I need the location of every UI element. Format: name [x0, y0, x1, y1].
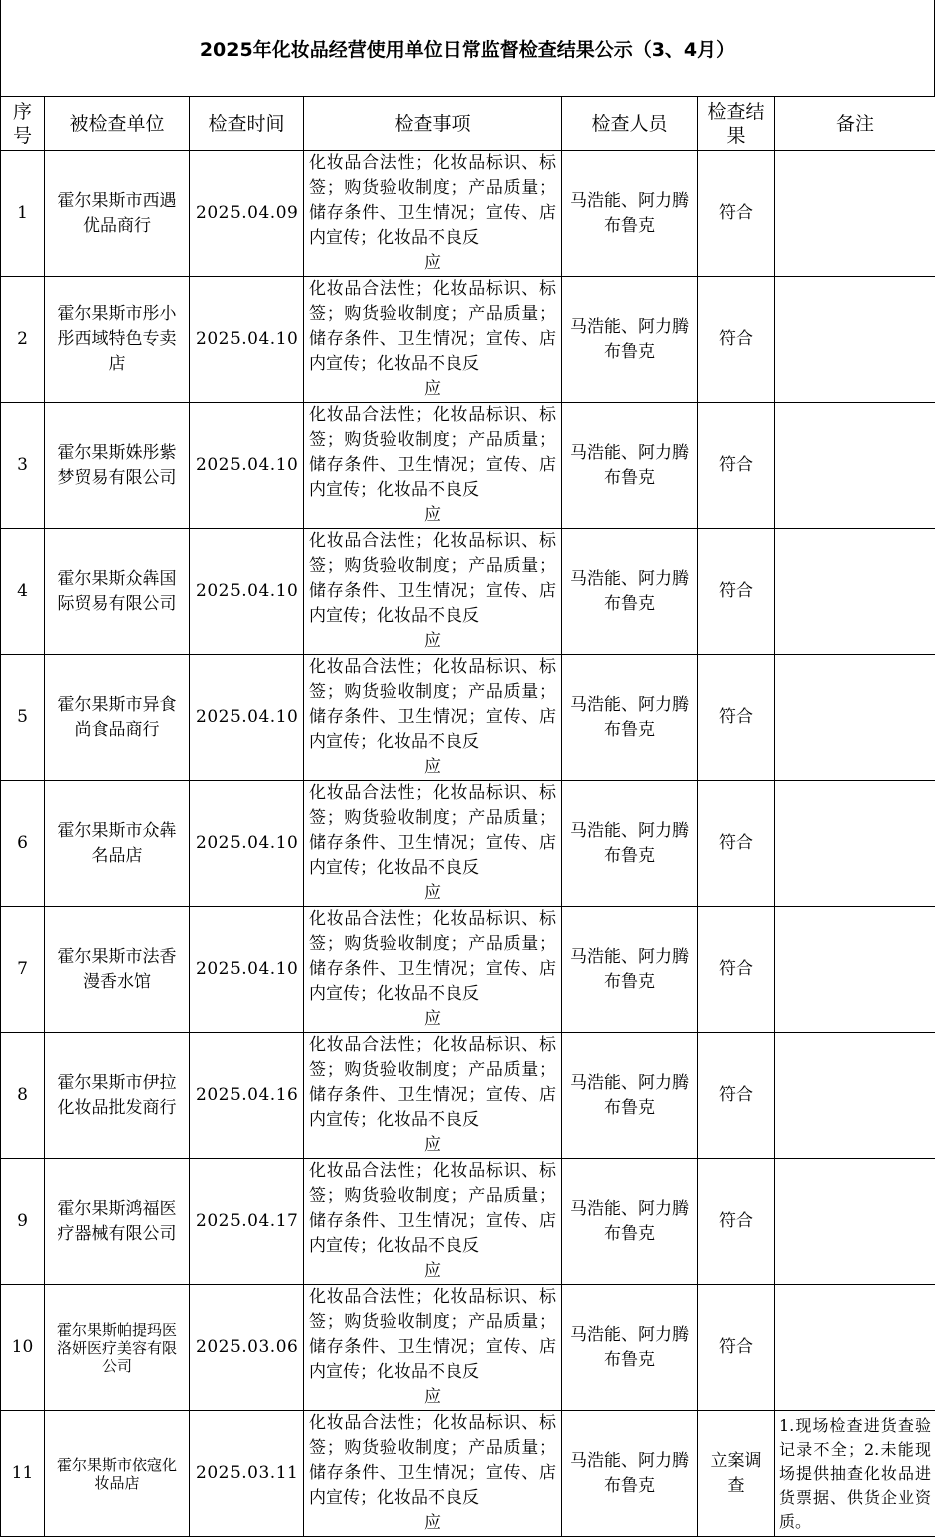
items-text: 化妆品合法性；化妆品标识、标签；购货验收制度；产品质量；储存条件、卫生情况；宣传、店内宣传；化妆品不良反	[309, 783, 556, 878]
row-inspectors: 马浩能、阿力腾布鲁克	[562, 403, 698, 529]
row-unit: 霍尔果斯鸿福医疗器械有限公司	[45, 1159, 190, 1285]
header-result: 检查结果	[698, 97, 775, 151]
row-items	[304, 151, 562, 277]
row-note	[775, 907, 935, 1033]
items-text: 化妆品合法性；化妆品标识、标签；购货验收制度；产品质量；储存条件、卫生情况；宣传、店内宣传；化妆品不良反	[309, 531, 556, 626]
row-note	[775, 781, 935, 907]
page-title: 2025年化妆品经营使用单位日常监督检查结果公示（3、4月）	[0, 0, 935, 96]
header-date: 检查时间	[190, 97, 304, 151]
row-items	[304, 781, 562, 907]
row-no: 7	[1, 907, 45, 1033]
items-text: 化妆品合法性；化妆品标识、标签；购货验收制度；产品质量；储存条件、卫生情况；宣传、店内宣传；化妆品不良反	[309, 279, 556, 374]
row-date: 2025.04.10	[190, 529, 304, 655]
row-inspectors: 马浩能、阿力腾布鲁克	[562, 529, 698, 655]
row-note	[775, 655, 935, 781]
row-result: 立案调查	[698, 1411, 775, 1537]
row-result: 符合	[698, 1033, 775, 1159]
items-text: 化妆品合法性；化妆品标识、标签；购货验收制度；产品质量；储存条件、卫生情况；宣传、店内宣传；化妆品不良反	[309, 405, 556, 500]
row-inspectors: 马浩能、阿力腾布鲁克	[562, 781, 698, 907]
row-inspectors: 马浩能、阿力腾布鲁克	[562, 1285, 698, 1411]
row-date: 2025.03.06	[190, 1285, 304, 1411]
row-date: 2025.04.10	[190, 907, 304, 1033]
table-row	[1, 403, 935, 529]
header-note: 备注	[775, 97, 935, 151]
row-date: 2025.04.10	[190, 655, 304, 781]
items-text-last: 应	[309, 1511, 556, 1536]
row-no: 1	[1, 151, 45, 277]
row-unit: 霍尔果斯市伊拉化妆品批发商行	[45, 1033, 190, 1159]
row-no: 10	[1, 1285, 45, 1411]
row-date: 2025.04.10	[190, 403, 304, 529]
row-date: 2025.04.17	[190, 1159, 304, 1285]
row-unit: 霍尔果斯市彤小彤西域特色专卖店	[45, 277, 190, 403]
row-items	[304, 1159, 562, 1285]
row-no: 9	[1, 1159, 45, 1285]
row-result: 符合	[698, 151, 775, 277]
items-text-last: 应	[309, 1007, 556, 1032]
items-text-last: 应	[309, 629, 556, 654]
row-items	[304, 529, 562, 655]
row-note	[775, 277, 935, 403]
row-note	[775, 1033, 935, 1159]
row-inspectors: 马浩能、阿力腾布鲁克	[562, 151, 698, 277]
table-row	[1, 655, 935, 781]
row-no: 4	[1, 529, 45, 655]
row-unit: 霍尔果斯市异食尚食品商行	[45, 655, 190, 781]
inspection-table	[0, 96, 935, 1537]
table-row	[1, 1285, 935, 1411]
row-result: 符合	[698, 1159, 775, 1285]
table-row	[1, 1033, 935, 1159]
row-date: 2025.04.09	[190, 151, 304, 277]
items-text: 化妆品合法性；化妆品标识、标签；购货验收制度；产品质量；储存条件、卫生情况；宣传、店内宣传；化妆品不良反	[309, 657, 556, 752]
header-inspectors: 检查人员	[562, 97, 698, 151]
table-row	[1, 1159, 935, 1285]
table-row	[1, 529, 935, 655]
row-note	[775, 1159, 935, 1285]
row-note	[775, 403, 935, 529]
header-row	[1, 97, 935, 151]
row-items	[304, 403, 562, 529]
header-no: 序号	[1, 97, 45, 151]
table-row	[1, 781, 935, 907]
items-text-last: 应	[309, 251, 556, 276]
row-no: 6	[1, 781, 45, 907]
header-items: 检查事项	[304, 97, 562, 151]
row-unit: 霍尔果斯众犇国际贸易有限公司	[45, 529, 190, 655]
row-inspectors: 马浩能、阿力腾布鲁克	[562, 1033, 698, 1159]
items-text-last: 应	[309, 1133, 556, 1158]
row-date: 2025.04.10	[190, 277, 304, 403]
row-note: 1.现场检查进货查验记录不全；2.未能现场提供抽查化妆品进货票据、供货企业资质。	[775, 1411, 935, 1537]
items-text-last: 应	[309, 503, 556, 528]
row-items	[304, 1285, 562, 1411]
row-inspectors: 马浩能、阿力腾布鲁克	[562, 1159, 698, 1285]
row-unit: 霍尔果斯市依寇化妆品店	[45, 1411, 190, 1537]
items-text-last: 应	[309, 1259, 556, 1284]
items-text-last: 应	[309, 377, 556, 402]
row-inspectors: 马浩能、阿力腾布鲁克	[562, 1411, 698, 1537]
row-items	[304, 1033, 562, 1159]
row-items	[304, 1411, 562, 1537]
row-result: 符合	[698, 1285, 775, 1411]
row-no: 3	[1, 403, 45, 529]
row-no: 11	[1, 1411, 45, 1537]
row-unit: 霍尔果斯市法香漫香水馆	[45, 907, 190, 1033]
row-result: 符合	[698, 403, 775, 529]
table-row	[1, 1411, 935, 1537]
items-text-last: 应	[309, 881, 556, 906]
row-unit: 霍尔果斯帕提玛医洛妍医疗美容有限公司	[45, 1285, 190, 1411]
row-inspectors: 马浩能、阿力腾布鲁克	[562, 907, 698, 1033]
header-unit: 被检查单位	[45, 97, 190, 151]
items-text: 化妆品合法性；化妆品标识、标签；购货验收制度；产品质量；储存条件、卫生情况；宣传、店内宣传；化妆品不良反	[309, 1035, 556, 1130]
row-result: 符合	[698, 907, 775, 1033]
row-no: 2	[1, 277, 45, 403]
row-result: 符合	[698, 655, 775, 781]
row-date: 2025.03.11	[190, 1411, 304, 1537]
row-items	[304, 655, 562, 781]
row-items	[304, 907, 562, 1033]
row-note	[775, 529, 935, 655]
row-result: 符合	[698, 529, 775, 655]
row-no: 5	[1, 655, 45, 781]
row-result: 符合	[698, 277, 775, 403]
row-date: 2025.04.16	[190, 1033, 304, 1159]
items-text-last: 应	[309, 1385, 556, 1410]
table-row	[1, 277, 935, 403]
items-text: 化妆品合法性；化妆品标识、标签；购货验收制度；产品质量；储存条件、卫生情况；宣传、店内宣传；化妆品不良反	[309, 909, 556, 1004]
items-text: 化妆品合法性；化妆品标识、标签；购货验收制度；产品质量；储存条件、卫生情况；宣传、店内宣传；化妆品不良反	[309, 1287, 556, 1382]
table-row	[1, 907, 935, 1033]
row-inspectors: 马浩能、阿力腾布鲁克	[562, 277, 698, 403]
row-unit: 霍尔果斯市西遇优品商行	[45, 151, 190, 277]
table-row	[1, 151, 935, 277]
row-no: 8	[1, 1033, 45, 1159]
row-note	[775, 151, 935, 277]
row-items	[304, 277, 562, 403]
row-unit: 霍尔果斯姝彤紫梦贸易有限公司	[45, 403, 190, 529]
items-text-last: 应	[309, 755, 556, 780]
row-inspectors: 马浩能、阿力腾布鲁克	[562, 655, 698, 781]
items-text: 化妆品合法性；化妆品标识、标签；购货验收制度；产品质量；储存条件、卫生情况；宣传、店内宣传；化妆品不良反	[309, 1413, 556, 1508]
row-note	[775, 1285, 935, 1411]
items-text: 化妆品合法性；化妆品标识、标签；购货验收制度；产品质量；储存条件、卫生情况；宣传、店内宣传；化妆品不良反	[309, 153, 556, 248]
items-text: 化妆品合法性；化妆品标识、标签；购货验收制度；产品质量；储存条件、卫生情况；宣传、店内宣传；化妆品不良反	[309, 1161, 556, 1256]
row-date: 2025.04.10	[190, 781, 304, 907]
row-result: 符合	[698, 781, 775, 907]
row-unit: 霍尔果斯市众犇名品店	[45, 781, 190, 907]
